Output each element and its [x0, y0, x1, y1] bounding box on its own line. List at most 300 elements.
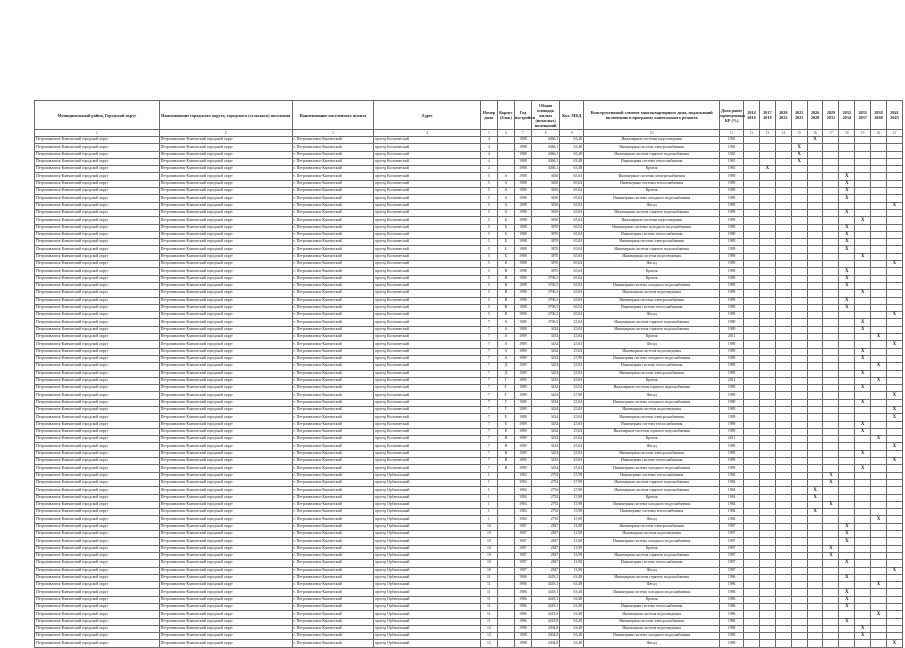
table-row [35, 385, 903, 392]
cell-settlement: Петропавловск-Камчатский городской округ [159, 640, 292, 647]
cell-period-mark [839, 166, 855, 173]
cell-period-mark [823, 239, 839, 246]
cell-period-mark [823, 589, 839, 596]
cell-period-mark [775, 567, 791, 574]
cell-share: 25,04 [560, 385, 584, 392]
cell-prev: 1987 [720, 538, 744, 545]
cell-year: 1986 [514, 596, 531, 603]
cell-share: 65,04 [560, 202, 584, 209]
cell-period-mark [839, 436, 855, 443]
cell-period-mark [744, 611, 760, 618]
cell-period-mark: X [871, 436, 887, 443]
cell-house: 10 [480, 560, 497, 567]
cell-period-mark [759, 158, 775, 165]
cell-street: проезд Космический [374, 180, 481, 187]
cell-street: проезд Космический [374, 304, 481, 311]
cell-year: 1989 [514, 341, 531, 348]
cell-period-mark [807, 560, 823, 567]
cell-period-mark [791, 180, 807, 187]
cell-settlement: Петропавловск-Камчатский городской округ [159, 523, 292, 530]
cell-settlement: Петропавловск-Камчатский городской округ [159, 450, 292, 457]
table-row [35, 552, 903, 559]
cell-share: 25,04 [560, 399, 584, 406]
table-row [35, 370, 903, 377]
cell-share: 15,98 [560, 494, 584, 501]
cell-period-mark: X [886, 261, 902, 268]
cell-period-mark [823, 458, 839, 465]
cell-period-mark [775, 516, 791, 523]
cell-house: 5 [480, 304, 497, 311]
cell-element: Инженерная система электроснабжения [584, 414, 720, 421]
cell-house: 4 [480, 137, 497, 144]
cell-period-mark [839, 611, 855, 618]
cell-share: 63,48 [560, 633, 584, 640]
cell-period-mark [759, 326, 775, 333]
cell-period-mark [775, 611, 791, 618]
cell-period-mark [886, 370, 902, 377]
cell-period-mark [871, 523, 887, 530]
cell-period-mark [744, 144, 760, 151]
cell-period-mark [775, 355, 791, 362]
cell-share: 13,98 [560, 545, 584, 552]
cell-period-mark [871, 421, 887, 428]
cell-locality: г. Петропавловск-Камчатский [292, 618, 374, 625]
cell-district: Петропавловск-Камчатский городской округ [35, 377, 160, 384]
cell-year: 1988 [514, 209, 531, 216]
cell-element: Инженерная система теплоснабжения [584, 604, 720, 611]
cell-street: проезд Космический [374, 253, 481, 260]
table-row [35, 625, 903, 632]
cell-period-mark [855, 180, 871, 187]
cell-locality: г. Петропавловск-Камчатский [292, 246, 374, 253]
cell-street: проезд Космический [374, 334, 481, 341]
cell-period-mark [775, 458, 791, 465]
cell-settlement: Петропавловск-Камчатский городской округ [159, 209, 292, 216]
cell-period-mark [839, 261, 855, 268]
cell-period-mark [855, 472, 871, 479]
cell-share: 15,98 [560, 501, 584, 508]
cell-house: 11 [480, 582, 497, 589]
cell-period-mark [839, 421, 855, 428]
cell-locality: г. Петропавловск-Камчатский [292, 399, 374, 406]
cell-period-mark [775, 531, 791, 538]
cell-prev: 1965 [720, 151, 744, 158]
cell-period-mark [871, 348, 887, 355]
cell-period-mark: X [855, 348, 871, 355]
cell-period-mark [886, 399, 902, 406]
column-number: 17 [823, 130, 839, 137]
cell-settlement: Петропавловск-Камчатский городской округ [159, 501, 292, 508]
cell-settlement: Петропавловск-Камчатский городской округ [159, 392, 292, 399]
cell-district: Петропавловск-Камчатский городской округ [35, 436, 160, 443]
cell-period-mark [775, 195, 791, 202]
cell-share: 25,04 [560, 406, 584, 413]
cell-period-mark [886, 188, 902, 195]
cell-period-mark [807, 501, 823, 508]
cell-house: 7 [480, 363, 497, 370]
cell-period-mark [759, 392, 775, 399]
cell-period-mark [855, 202, 871, 209]
cell-period-mark [839, 363, 855, 370]
cell-house: 7 [480, 406, 497, 413]
table-row [35, 545, 903, 552]
cell-period-mark [791, 246, 807, 253]
cell-period-mark [886, 268, 902, 275]
cell-period-mark [807, 246, 823, 253]
cell-period-mark [791, 137, 807, 144]
cell-period-mark [791, 509, 807, 516]
column-number: 4 [374, 130, 481, 137]
cell-period-mark: X [807, 487, 823, 494]
cell-period-mark [823, 246, 839, 253]
cell-period-mark: X [855, 370, 871, 377]
cell-period-mark [871, 458, 887, 465]
cell-period-mark [839, 290, 855, 297]
cell-period-mark [855, 406, 871, 413]
cell-period-mark: X [839, 180, 855, 187]
cell-district: Петропавловск-Камчатский городской округ [35, 406, 160, 413]
cell-period-mark [839, 399, 855, 406]
cell-period-mark [759, 348, 775, 355]
cell-block: Б [497, 224, 514, 231]
cell-locality: г. Петропавловск-Камчатский [292, 180, 374, 187]
table-row [35, 501, 903, 508]
cell-period-mark [775, 618, 791, 625]
cell-period-mark [759, 137, 775, 144]
cell-locality: г. Петропавловск-Камчатский [292, 326, 374, 333]
cell-period-mark [871, 633, 887, 640]
column-header: Номер дома [480, 101, 497, 130]
cell-period-mark [871, 173, 887, 180]
cell-period-mark [823, 567, 839, 574]
cell-prev: 1989 [720, 290, 744, 297]
cell-prev: 1988 [720, 640, 744, 647]
cell-period-mark [807, 421, 823, 428]
column-number: 10 [584, 130, 720, 137]
cell-period-mark [759, 355, 775, 362]
cell-period-mark [744, 436, 760, 443]
cell-period-mark [886, 611, 902, 618]
cell-share: 63,48 [560, 158, 584, 165]
cell-district: Петропавловск-Камчатский городской округ [35, 443, 160, 450]
cell-area: 2792 [531, 501, 559, 508]
cell-settlement: Петропавловск-Камчатский городской округ [159, 363, 292, 370]
cell-period-mark [791, 421, 807, 428]
column-header: Наименование населенного пункта [292, 101, 374, 130]
cell-period-mark: X [839, 523, 855, 530]
cell-period-mark [871, 239, 887, 246]
cell-district: Петропавловск-Камчатский городской округ [35, 246, 160, 253]
cell-share: 25,04 [560, 370, 584, 377]
cell-period-mark [871, 574, 887, 581]
cell-period-mark [759, 399, 775, 406]
cell-period-mark [823, 611, 839, 618]
cell-block [497, 144, 514, 151]
cell-period-mark [807, 304, 823, 311]
cell-period-mark [807, 640, 823, 647]
cell-year: 1987 [514, 531, 531, 538]
cell-period-mark [807, 173, 823, 180]
cell-area: 2847 [531, 560, 559, 567]
cell-period-mark [855, 246, 871, 253]
table-row [35, 363, 903, 370]
cell-prev: 1984 [720, 509, 744, 516]
cell-block [497, 516, 514, 523]
cell-period-mark [839, 137, 855, 144]
cell-period-mark [775, 319, 791, 326]
cell-period-mark: X [855, 355, 871, 362]
cell-locality: г. Петропавловск-Камчатский [292, 625, 374, 632]
cell-period-mark: X [823, 552, 839, 559]
cell-element: Фасад [584, 202, 720, 209]
cell-prev: 1987 [720, 531, 744, 538]
cell-house: 11 [480, 611, 497, 618]
cell-period-mark [886, 633, 902, 640]
cell-period-mark: X [839, 604, 855, 611]
cell-period-mark [759, 531, 775, 538]
cell-period-mark [855, 282, 871, 289]
cell-street: проезд Орбитальный [374, 567, 481, 574]
cell-period-mark [886, 596, 902, 603]
table-row [35, 516, 903, 523]
cell-area: 3434 [531, 458, 559, 465]
cell-period-mark [807, 414, 823, 421]
cell-settlement: Петропавловск-Камчатский городской округ [159, 224, 292, 231]
cell-period-mark [807, 319, 823, 326]
cell-period-mark [871, 494, 887, 501]
cell-period-mark [791, 574, 807, 581]
cell-settlement: Петропавловск-Камчатский городской округ [159, 465, 292, 472]
cell-period-mark [839, 501, 855, 508]
cell-period-mark [807, 523, 823, 530]
cell-element: Инженерная система горячего водоснабжения [584, 552, 720, 559]
cell-period-mark [855, 604, 871, 611]
cell-area: 3434 [531, 406, 559, 413]
cell-share: 13,98 [560, 552, 584, 559]
cell-district: Петропавловск-Камчатский городской округ [35, 209, 160, 216]
cell-street: проезд Орбитальный [374, 516, 481, 523]
cell-period-mark [744, 582, 760, 589]
cell-period-mark [759, 501, 775, 508]
cell-street: проезд Космический [374, 385, 481, 392]
cell-period-mark [807, 545, 823, 552]
cell-prev: 1989 [720, 246, 744, 253]
cell-prev: 1989 [720, 275, 744, 282]
table-row [35, 523, 903, 530]
cell-locality: г. Петропавловск-Камчатский [292, 217, 374, 224]
cell-prev: 1989 [720, 399, 744, 406]
cell-block: В [497, 436, 514, 443]
cell-year: 1989 [514, 458, 531, 465]
table-row [35, 261, 903, 268]
cell-area: 3706,5 [531, 282, 559, 289]
cell-block: В [497, 282, 514, 289]
cell-block [497, 523, 514, 530]
cell-settlement: Петропавловск-Камчатский городской округ [159, 166, 292, 173]
cell-period-mark [791, 363, 807, 370]
cell-period-mark [775, 377, 791, 384]
cell-period-mark [775, 202, 791, 209]
cell-period-mark [823, 158, 839, 165]
cell-area: 4418,8 [531, 618, 559, 625]
cell-period-mark [744, 443, 760, 450]
cell-period-mark [871, 188, 887, 195]
cell-period-mark: X [839, 282, 855, 289]
cell-district: Петропавловск-Камчатский городской округ [35, 151, 160, 158]
cell-period-mark [855, 487, 871, 494]
cell-period-mark: X [839, 560, 855, 567]
cell-prev: 1987 [720, 552, 744, 559]
cell-element: Инженерная система теплоснабжения [584, 421, 720, 428]
cell-district: Петропавловск-Камчатский городской округ [35, 188, 160, 195]
cell-period-mark: X [839, 246, 855, 253]
cell-year: 1984 [514, 472, 531, 479]
cell-street: проезд Космический [374, 406, 481, 413]
cell-settlement: Петропавловск-Камчатский городской округ [159, 625, 292, 632]
cell-period-mark [871, 428, 887, 435]
cell-year: 1988 [514, 304, 531, 311]
cell-period-mark [759, 552, 775, 559]
cell-locality: г. Петропавловск-Камчатский [292, 253, 374, 260]
cell-period-mark [775, 421, 791, 428]
cell-locality: г. Петропавловск-Камчатский [292, 319, 374, 326]
cell-locality: г. Петропавловск-Камчатский [292, 158, 374, 165]
cell-period-mark [775, 137, 791, 144]
table-row [35, 195, 903, 202]
cell-house: 5 [480, 246, 497, 253]
table-row [35, 202, 903, 209]
cell-period-mark [823, 195, 839, 202]
cell-period-mark [791, 253, 807, 260]
table-row [35, 414, 903, 421]
cell-street: проезд Космический [374, 341, 481, 348]
cell-period-mark: X [886, 640, 902, 647]
cell-period-mark [839, 253, 855, 260]
cell-period-mark [791, 618, 807, 625]
cell-house: 7 [480, 377, 497, 384]
cell-period-mark [855, 538, 871, 545]
cell-settlement: Петропавловск-Камчатский городской округ [159, 290, 292, 297]
cell-period-mark [759, 282, 775, 289]
cell-period-mark: X [839, 224, 855, 231]
cell-period-mark [871, 282, 887, 289]
cell-period-mark [759, 414, 775, 421]
cell-area: 3434 [531, 377, 559, 384]
cell-prev: 1987 [720, 545, 744, 552]
cell-period-mark [775, 436, 791, 443]
cell-area: 2792 [531, 487, 559, 494]
cell-house: 5 [480, 231, 497, 238]
cell-share: 25,04 [560, 326, 584, 333]
cell-period-mark: X [791, 158, 807, 165]
cell-period-mark [807, 334, 823, 341]
table-row [35, 334, 903, 341]
cell-district: Петропавловск-Камчатский городской округ [35, 355, 160, 362]
cell-period-mark [775, 545, 791, 552]
table-row [35, 509, 903, 516]
cell-period-mark [807, 312, 823, 319]
cell-period-mark [791, 173, 807, 180]
cell-street: проезд Орбитальный [374, 538, 481, 545]
cell-period-mark [744, 348, 760, 355]
cell-year: 1989 [514, 465, 531, 472]
cell-period-mark [744, 282, 760, 289]
cell-district: Петропавловск-Камчатский городской округ [35, 326, 160, 333]
cell-block: Г [497, 406, 514, 413]
cell-period-mark [775, 348, 791, 355]
cell-prev: 1989 [720, 414, 744, 421]
cell-locality: г. Петропавловск-Камчатский [292, 611, 374, 618]
cell-street: проезд Космический [374, 348, 481, 355]
cell-period-mark: X [823, 545, 839, 552]
cell-locality: г. Петропавловск-Камчатский [292, 144, 374, 151]
cell-prev: 1989 [720, 348, 744, 355]
cell-settlement: Петропавловск-Камчатский городской округ [159, 560, 292, 567]
cell-house: 11 [480, 604, 497, 611]
cell-locality: г. Петропавловск-Камчатский [292, 166, 374, 173]
cell-area: 3650 [531, 217, 559, 224]
cell-locality: г. Петропавловск-Камчатский [292, 224, 374, 231]
cell-share: 25,04 [560, 450, 584, 457]
cell-house: 7 [480, 385, 497, 392]
cell-period-mark [791, 195, 807, 202]
cell-period-mark [823, 531, 839, 538]
cell-period-mark: X [855, 633, 871, 640]
cell-period-mark [886, 516, 902, 523]
cell-share: 25,04 [560, 363, 584, 370]
cell-block: А [497, 202, 514, 209]
table-row [35, 560, 903, 567]
cell-period-mark [759, 370, 775, 377]
cell-period-mark [855, 516, 871, 523]
cell-period-mark: X [839, 297, 855, 304]
cell-element: Инженерная система теплоснабжения [584, 158, 720, 165]
cell-period-mark [775, 224, 791, 231]
cell-settlement: Петропавловск-Камчатский городской округ [159, 399, 292, 406]
cell-locality: г. Петропавловск-Камчатский [292, 312, 374, 319]
cell-period-mark [886, 377, 902, 384]
cell-locality: г. Петропавловск-Камчатский [292, 334, 374, 341]
cell-period-mark [823, 494, 839, 501]
cell-period-mark [759, 209, 775, 216]
cell-block: Б [497, 261, 514, 268]
cell-period-mark [855, 501, 871, 508]
cell-period-mark: X [823, 501, 839, 508]
cell-year: 1988 [514, 282, 531, 289]
cell-element: Инженерные системы водоотведения [584, 217, 720, 224]
cell-locality: г. Петропавловск-Камчатский [292, 377, 374, 384]
cell-locality: г. Петропавловск-Камчатский [292, 261, 374, 268]
cell-prev: 1989 [720, 319, 744, 326]
cell-period-mark [759, 633, 775, 640]
cell-period-mark [759, 363, 775, 370]
cell-period-mark [886, 304, 902, 311]
cell-period-mark [839, 582, 855, 589]
table-row [35, 640, 903, 647]
cell-period-mark [855, 209, 871, 216]
cell-period-mark: X [871, 363, 887, 370]
cell-district: Петропавловск-Камчатский городской округ [35, 465, 160, 472]
cell-period-mark [823, 275, 839, 282]
cell-locality: г. Петропавловск-Камчатский [292, 428, 374, 435]
cell-period-mark [759, 523, 775, 530]
cell-settlement: Петропавловск-Камчатский городской округ [159, 487, 292, 494]
cell-period-mark: X [886, 458, 902, 465]
cell-area: 3870 [531, 246, 559, 253]
cell-period-mark [744, 312, 760, 319]
cell-locality: г. Петропавловск-Камчатский [292, 574, 374, 581]
cell-house: 10 [480, 552, 497, 559]
